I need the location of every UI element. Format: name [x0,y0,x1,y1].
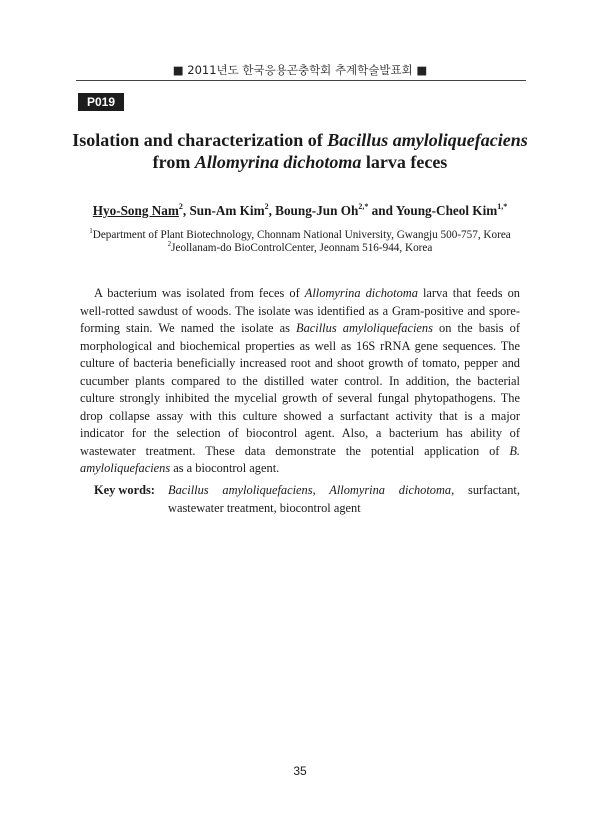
title-line-2 [60,151,540,173]
author-sup: 1,* [497,202,508,211]
author-sep: , [182,203,190,218]
title-text: from [152,152,195,172]
author-name: Boung-Jun Oh [275,203,359,218]
author-list [40,202,560,219]
abstract-text: larva that feeds on well-rotted sawdust of woods. The isolate was identified as a Gram-positive and spore-forming stain. We named the isolate as [80,286,520,335]
affiliation-2 [40,240,560,254]
affiliation-sup: 1 [89,227,93,235]
paper-title [60,129,540,173]
author-name: Young-Cheol Kim [395,203,498,218]
abstract-species: Bacillus amyloliquefaciens [296,321,433,335]
keywords-list [168,482,520,517]
title-species: Bacillus amyloliquefaciens [327,130,528,150]
author-sep: , [268,203,276,218]
keywords-label: Key words: [94,483,155,497]
affiliation-text: Jeollanam-do BioControlCenter, Jeonnam 516-944, Korea [171,242,433,254]
keywords-text: , surfactant, wastewater treatment, biocontrol agent [168,483,520,515]
header-rule [76,80,526,81]
title-text: Isolation and characterization of [72,130,328,150]
author-sup: 2 [264,202,269,211]
affiliation-sup: 2 [167,240,172,248]
author-sup: 2 [178,202,183,211]
conference-header: ■ 2011년도 한국응용곤충학회 추계학술발표회 ■ [172,63,428,77]
author-name: Sun-Am Kim [189,203,265,218]
poster-code-badge: P019 [78,93,124,111]
abstract-text: A bacterium was isolated from feces of [94,286,305,300]
abstract-species: B. amyloliquefaciens [80,443,520,475]
affiliation-text: Department of Plant Biotechnology, Chonnam National University, Gwangju 500-757, Korea [92,229,511,241]
presenting-author: Hyo-Song Nam [92,203,179,218]
page-number: 35 [293,764,307,778]
title-text: larva feces [361,152,448,172]
keywords-species: Bacillus amyloliquefaciens, Allomyrina dichotoma [168,483,452,497]
author-sup: 2,* [358,202,369,211]
abstract-text: on the basis of morphological and biochemical properties as well as 16S rRNA gene sequences. The culture of bacteria beneficially increased root and shoot growth of tomato, pepper and cucumber plants compared to the distilled water control. In addition, the bacterial culture strongly inhibited the mycelial growth of several fungal phytopathogens. The drop collapse assay with this culture showed a surfactant activity that is a major indicator for the selection of biocontrol agent. Also, a bacterium has ability of wastewater treatment. These data demonstrate the potential application of [80,321,520,458]
title-line-1 [60,129,540,151]
title-species: Allomyrina dichotoma [194,152,362,172]
abstract-text: as a biocontrol agent. [170,461,280,475]
abstract-paragraph [80,285,520,478]
abstract-species: Allomyrina dichotoma [304,286,418,300]
author-and: and [368,203,396,218]
affiliation-1 [40,227,560,241]
